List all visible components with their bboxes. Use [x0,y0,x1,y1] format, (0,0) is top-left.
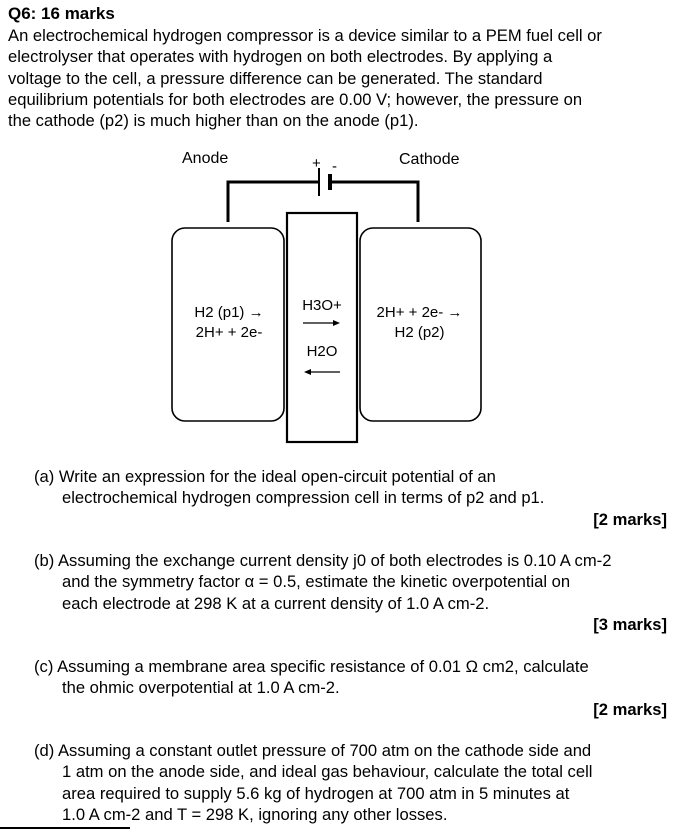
page-divider [0,827,130,829]
question-label: (d) [34,741,55,760]
question-text-line: 1.0 A cm-2 and T = 298 K, ignoring any other losses. [62,804,448,824]
battery-minus-sign: - [332,158,337,175]
question-label: (b) [34,551,55,570]
question-text-line: each electrode at 298 K at a current density of 1.0 A cm-2. [62,593,490,613]
marks-b: [3 marks] [593,615,667,634]
cathode-label: Cathode [399,151,460,168]
question-text-line: and the symmetry factor α = 0.5, estimate the kinetic overpotential on [62,572,571,592]
question-d [34,740,674,825]
question-text-line: electrochemical hydrogen compression cell in terms of p2 and p1. [62,488,545,508]
intro-line: voltage to the cell, a pressure difference can be generated. The standard [8,68,543,88]
question-intro [8,25,676,131]
question-c [34,656,674,699]
cathode-reaction-line-2: H2 (p2) [394,324,445,341]
intro-line: An electrochemical hydrogen compressor is a device similar to a PEM fuel cell or [8,26,602,45]
anode-reaction-line-1: H2 (p1) → [194,304,264,321]
membrane [287,213,357,442]
question-label: (a) [34,467,55,486]
anode-reaction-line-2: 2H+ + 2e- [195,324,263,341]
membrane-proton-species: H3O+ [302,297,342,314]
question-text-line: the ohmic overpotential at 1.0 A cm-2. [62,678,340,698]
question-text-line: Assuming a constant outlet pressure of 700 atm on the cathode side and [57,741,592,760]
marks-c: [2 marks] [593,700,667,719]
question-text-line: 1 atm on the anode side, and ideal gas behaviour, calculate the total cell [62,762,593,782]
question-text-line: area required to supply 5.6 kg of hydrogen at 700 atm in 5 minutes at [62,783,570,803]
question-text-line: Write an expression for the ideal open-circuit potential of an [58,467,496,486]
anode-reaction [182,303,276,343]
question-label: (c) [34,657,54,676]
battery-plus-sign: + [312,155,321,172]
question-text-line: Assuming a membrane area specific resistance of 0.01 Ω cm2, calculate [57,657,589,676]
intro-line: equilibrium potentials for both electrodes are 0.00 V; however, the pressure on [8,89,583,109]
membrane-water-species: H2O [306,343,338,360]
anode-label: Anode [182,150,229,167]
cathode-reaction [362,303,477,343]
question-title: Q6: 16 marks [8,4,115,23]
question-b [34,550,674,614]
intro-line: electrolyser that operates with hydrogen on both electrodes. By applying a [8,47,553,67]
intro-line: the cathode (p2) is much higher than on the anode (p1). [8,111,419,131]
question-text-line: Assuming the exchange current density j0 of both electrodes is 0.10 A cm-2 [57,551,612,570]
cathode-reaction-line-1: 2H+ + 2e- → [376,304,463,321]
marks-a: [2 marks] [593,510,667,529]
question-a [34,466,674,509]
